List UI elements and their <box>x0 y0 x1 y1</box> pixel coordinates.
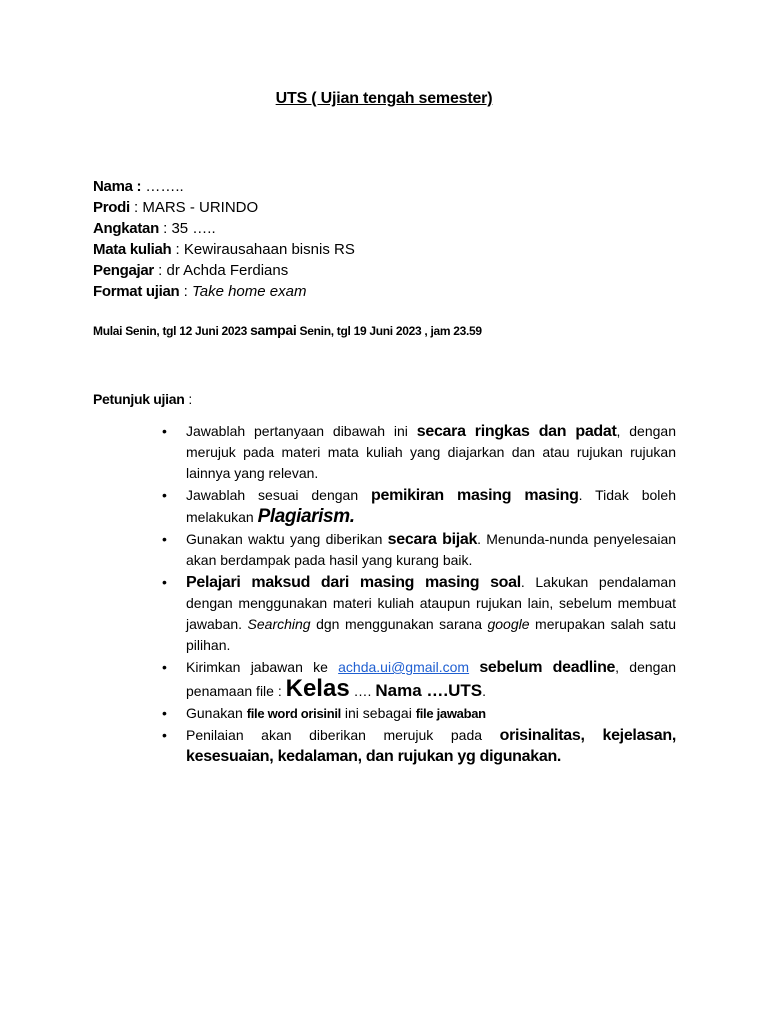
document-title: UTS ( Ujian tengah semester) <box>275 90 493 107</box>
r5-kelas: Kelas <box>285 675 350 702</box>
nama-value: …….. <box>141 178 184 195</box>
r5-text-f: . <box>482 683 486 699</box>
prodi-value: : MARS - URINDO <box>129 199 259 216</box>
info-row-pengajar <box>93 260 355 281</box>
r5-emphasis: sebelum deadline <box>479 659 616 676</box>
format-ujian-label: Format ujian <box>93 283 180 300</box>
r6-text-a: Gunakan <box>186 705 247 721</box>
instruction-item-2 <box>160 485 676 528</box>
prodi-label: Prodi <box>93 199 130 216</box>
info-row-mata-kuliah <box>93 239 355 260</box>
student-info-block <box>93 176 355 302</box>
info-row-prodi <box>93 197 355 218</box>
r5-nama: Nama ….UTS <box>375 681 483 700</box>
instruction-item-3 <box>160 529 676 571</box>
bullet-icon: • <box>162 727 167 743</box>
bullet-icon: • <box>162 574 167 590</box>
r2-emphasis: pemikiran masing masing <box>371 487 579 504</box>
r7-text-a: Penilaian akan diberikan merujuk pada <box>186 727 500 743</box>
r3-emphasis: secara bijak <box>387 531 478 548</box>
bullet-icon: • <box>162 659 167 675</box>
info-row-format-ujian <box>93 281 355 302</box>
instruction-item-5 <box>160 657 676 702</box>
angkatan-value: : 35 ….. <box>158 220 216 237</box>
instructions-list <box>160 421 676 768</box>
r4-text-f: merupakan salah satu pilihan. <box>186 616 676 653</box>
info-row-nama <box>93 176 355 197</box>
r4-text-b: . Lakukan pendalaman dengan menggunakan materi kuliah ataupun rujukan lain, sebelum membuat jawaban. <box>186 574 676 632</box>
instruction-item-6 <box>160 703 676 724</box>
instructions-label: Petunjuk ujian <box>93 391 185 407</box>
r5-text-d: , dengan penamaan file : <box>186 659 677 699</box>
exam-schedule <box>93 322 482 338</box>
r3-text-a: Gunakan waktu yang diberikan <box>186 531 388 547</box>
r2-plagiarism: Plagiarism. <box>257 506 355 527</box>
schedule-start: Mulai Senin, tgl 12 Juni 2023 <box>93 324 251 338</box>
format-ujian-value: Take home exam <box>191 283 307 300</box>
angkatan-label: Angkatan <box>93 220 159 237</box>
instruction-item-7 <box>160 725 676 767</box>
bullet-icon: • <box>162 531 167 547</box>
r3-text-c: . Menunda-nunda penyelesaian akan berdampak pada hasil yang kurang baik. <box>186 531 677 568</box>
r6-text-c: ini sebagai <box>341 705 416 721</box>
email-link[interactable]: achda.ui@gmail.com <box>338 659 470 675</box>
r1-emphasis: secara ringkas dan padat <box>416 423 617 440</box>
r6-file-jawaban: file jawaban <box>415 706 486 721</box>
format-ujian-separator: : <box>179 283 192 300</box>
r4-searching: Searching <box>247 616 311 632</box>
r1-text-c: , dengan merujuk pada materi mata kuliah yang diajarkan dan atau rujukan rujukan lainnya yang relevan. <box>186 423 676 481</box>
schedule-end: Senin, tgl 19 Juni 2023 , jam 23.59 <box>296 324 482 338</box>
bullet-icon: • <box>162 487 167 503</box>
pengajar-label: Pengajar <box>93 262 154 279</box>
schedule-sampai: sampai <box>250 322 297 338</box>
r5-text-a: Kirimkan jabawan ke <box>186 659 339 675</box>
instruction-item-1 <box>160 421 676 484</box>
pengajar-value: : dr Achda Ferdians <box>153 262 289 279</box>
r7-emphasis: orisinalitas, kejelasan, kesesuaian, kedalaman, dan rujukan yg digunakan. <box>186 727 676 765</box>
r6-file-word: file word orisinil <box>246 706 341 721</box>
r1-text-a: Jawablah pertanyaan dibawah ini <box>186 423 417 439</box>
r2-text-c: . Tidak boleh melakukan <box>186 487 676 525</box>
r4-text-d: dgn menggunakan sarana <box>310 616 488 632</box>
mata-kuliah-value: : Kewirausahaan bisnis RS <box>171 241 355 258</box>
bullet-icon: • <box>162 705 167 721</box>
r4-emphasis: Pelajari maksud dari masing masing soal <box>186 574 521 591</box>
instructions-heading <box>93 391 192 407</box>
instruction-item-4 <box>160 572 676 656</box>
r5-text-e: …. <box>349 683 376 699</box>
info-row-angkatan <box>93 218 355 239</box>
mata-kuliah-label: Mata kuliah <box>93 241 172 258</box>
r5-text-b <box>469 659 479 675</box>
r4-google: google <box>487 616 530 632</box>
bullet-icon: • <box>162 423 167 439</box>
nama-label: Nama : <box>93 178 142 195</box>
r2-text-a: Jawablah sesuai dengan <box>186 487 371 503</box>
instructions-separator: : <box>184 391 193 407</box>
